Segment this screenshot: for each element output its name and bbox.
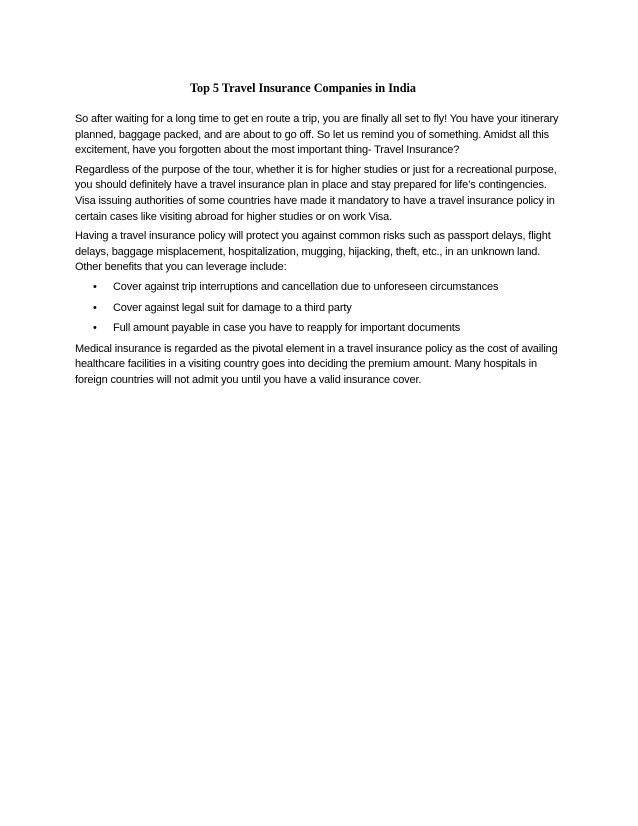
bullet-icon: • bbox=[93, 280, 97, 293]
paragraph-purpose: Regardless of the purpose of the tour, whether it is for higher studies or just for a recreational purpose, you should definitely have a travel insurance plan in place and stay prepared for life’s contingencies. Visa issuing authorities of some countries have made it mandatory to have a travel insurance policy in certain cases like visiting abroad for higher studies or on work Visa. bbox=[75, 163, 557, 223]
document-body bbox=[75, 112, 565, 393]
list-item bbox=[75, 321, 565, 337]
list-item-text: Cover against trip interruptions and cancellation due to unforeseen circumstances bbox=[113, 280, 499, 293]
paragraph-intro: So after waiting for a long time to get en route a trip, you are finally all set to fly! You have your itinerary planned, baggage packed, and are about to go off. So let us remind you of something. Amidst all this excitement, have you forgotten about the most important thing- Travel Insurance? bbox=[75, 113, 559, 157]
paragraph-benefits: Having a travel insurance policy will protect you against common risks such as passport delays, flight delays, baggage misplacement, hospitalization, mugging, hijacking, theft, etc., in an unknown land. Other benefits that you can leverage include: bbox=[75, 230, 551, 274]
list-item-text: Cover against legal suit for damage to a third party bbox=[113, 301, 352, 314]
benefits-list bbox=[75, 280, 565, 337]
bullet-icon: • bbox=[93, 322, 97, 335]
document-title: Top 5 Travel Insurance Companies in India bbox=[190, 81, 416, 95]
list-item bbox=[75, 301, 565, 317]
list-item bbox=[75, 280, 565, 296]
paragraph-medical: Medical insurance is regarded as the pivotal element in a travel insurance policy as the cost of availing healthcare facilities in a visiting country goes into deciding the premium amount. Many hospitals in foreign countries will not admit you until you have a valid insurance cover. bbox=[75, 342, 558, 386]
bullet-icon: • bbox=[93, 301, 97, 314]
list-item-text: Full amount payable in case you have to reapply for important documents bbox=[113, 322, 461, 335]
